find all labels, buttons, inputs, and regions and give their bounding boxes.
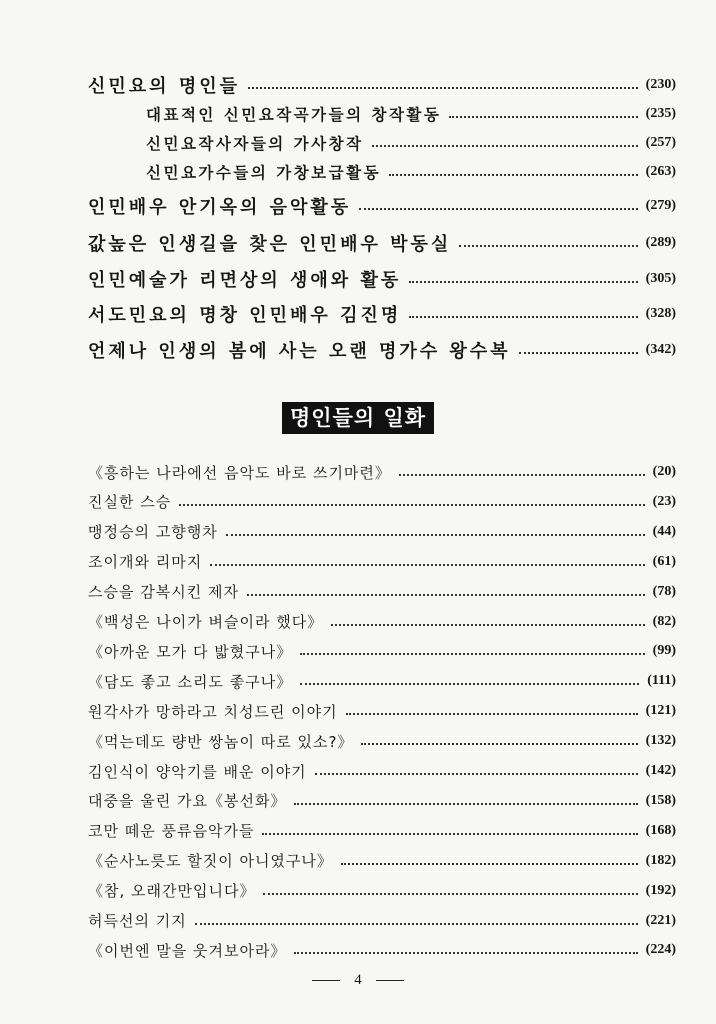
toc-entry	[0, 547, 716, 577]
toc-entry-title: 대중을 울린 가요《봉선화》	[88, 792, 287, 811]
toc-entry	[0, 264, 716, 294]
dot-leader	[300, 683, 639, 685]
toc-entry	[0, 876, 716, 906]
toc-entry-page: (61)	[652, 553, 676, 569]
toc-entry	[0, 335, 716, 365]
toc-entry-page: (142)	[645, 763, 676, 778]
dot-leader	[210, 564, 644, 566]
dot-leader	[315, 773, 638, 775]
footer-dash-right	[376, 980, 404, 981]
footer-dash-left	[312, 980, 340, 981]
dot-leader	[361, 743, 637, 745]
toc-entry-title: 언제나 인생의 봄에 사는 오랜 명가수 왕수복	[88, 341, 511, 362]
toc-entry	[0, 99, 716, 129]
toc-entry-title: 진실한 스승	[88, 493, 172, 512]
dot-leader	[294, 952, 637, 954]
toc-entry	[0, 636, 716, 666]
toc-entry-title: 《백성은 나이가 벼슬이라 했다》	[88, 613, 324, 631]
dot-leader	[195, 923, 638, 925]
toc-entry	[0, 517, 716, 547]
dot-leader	[372, 145, 638, 147]
dot-leader	[247, 594, 645, 596]
dot-leader	[409, 316, 637, 318]
toc-entry-title: 조이개와 리마지	[88, 553, 203, 572]
toc-entry-page: (158)	[645, 792, 676, 808]
toc-entry-page: (224)	[645, 942, 676, 958]
dot-leader	[300, 653, 644, 655]
dot-leader	[226, 534, 645, 536]
toc-entry	[0, 756, 716, 786]
toc-entry-page: (82)	[652, 613, 676, 629]
toc-entry-page: (289)	[645, 235, 676, 250]
toc-entry-page: (99)	[652, 643, 676, 659]
dot-leader	[399, 474, 645, 476]
toc-entry	[0, 70, 716, 100]
section-heading-label: 명인들의 일화	[282, 402, 434, 434]
toc-entry-title: 인민예술가 리면상의 생애와 활동	[88, 270, 402, 291]
dot-leader	[262, 833, 637, 835]
toc-entry-title: 김인식이 양악기를 배운 이야기	[88, 762, 307, 781]
dot-leader	[459, 245, 637, 247]
section-heading	[0, 402, 716, 434]
dot-leader	[359, 208, 637, 210]
toc-entry	[0, 228, 716, 258]
dot-leader	[346, 713, 638, 715]
dot-leader	[263, 893, 637, 895]
toc-entry-title: 《아까운 모가 다 밟혔구나》	[88, 642, 293, 661]
toc-entry-page: (168)	[645, 822, 676, 838]
toc-entry	[0, 191, 716, 221]
toc-entry-title: 신민요가수들의 가창보급활동	[146, 164, 382, 182]
toc-entry-page: (192)	[645, 882, 676, 898]
toc-entry-title: 《담도 좋고 소리도 좋구나》	[88, 672, 293, 691]
dot-leader	[341, 863, 638, 865]
toc-entry	[0, 157, 716, 187]
toc-entry-page: (78)	[652, 583, 676, 599]
toc-entry-page: (342)	[645, 342, 676, 357]
toc-entry	[0, 577, 716, 607]
toc-entry	[0, 457, 716, 487]
toc-entry-page: (20)	[652, 464, 676, 479]
toc-entry	[0, 607, 716, 637]
dot-leader	[248, 87, 638, 89]
toc-entry-title: 《순사노릇도 할짓이 아니였구나》	[88, 852, 333, 871]
toc-entry-page: (279)	[645, 198, 676, 213]
dot-leader	[294, 803, 637, 805]
toc-entry	[0, 128, 716, 158]
toc-entry-page: (230)	[645, 77, 676, 92]
page-footer	[0, 968, 716, 992]
toc-entry-title: 맹정승의 고향행차	[88, 523, 218, 542]
toc-entry-page: (111)	[647, 673, 676, 689]
toc-entry	[0, 726, 716, 756]
toc-entry	[0, 696, 716, 726]
toc-entry	[0, 935, 716, 965]
page-number: 4	[354, 971, 362, 988]
toc-entry-page: (328)	[645, 306, 676, 321]
toc-entry-page: (305)	[645, 271, 676, 286]
toc-entry	[0, 299, 716, 329]
toc-entry-title: 대표적인 신민요작곡가들의 창작활동	[146, 106, 442, 124]
dot-leader	[331, 624, 644, 626]
toc-entry	[0, 816, 716, 846]
toc-entry-title: 신민요의 명인들	[88, 76, 240, 97]
toc-entry-title: 《흥하는 나라에선 음악도 바로 쓰기마련》	[88, 463, 391, 482]
toc-entry-page: (23)	[652, 493, 676, 509]
dot-leader	[179, 504, 644, 506]
toc-entry-page: (263)	[645, 164, 676, 179]
toc-entry	[0, 666, 716, 696]
toc-entry-title: 코만 떼운 풍류음악가들	[88, 822, 255, 841]
dot-leader	[449, 116, 637, 118]
toc-entry-page: (132)	[645, 733, 676, 749]
toc-entry-title: 신민요작사자들의 가사창작	[146, 135, 364, 153]
toc-entry-title: 값높은 인생길을 찾은 인민배우 박동실	[88, 234, 452, 255]
toc-entry-title: 스승을 감복시킨 제자	[88, 583, 239, 602]
toc-entry-title: 인민배우 안기옥의 음악활동	[88, 197, 352, 218]
toc-entry-title: 원각사가 망하라고 치성드린 이야기	[88, 702, 338, 721]
toc-entry	[0, 786, 716, 816]
toc-entry-page: (121)	[645, 703, 676, 719]
toc-entry	[0, 846, 716, 876]
toc-entry	[0, 906, 716, 936]
toc-entry	[0, 487, 716, 517]
toc-entry-title: 서도민요의 명창 인민배우 김진명	[88, 305, 402, 326]
dot-leader	[389, 174, 638, 176]
toc-entry-page: (257)	[645, 135, 676, 150]
toc-entry-page: (235)	[645, 106, 676, 121]
dot-leader	[519, 352, 638, 354]
toc-entry-title: 허득선의 기지	[88, 912, 187, 930]
toc-entry-page: (221)	[645, 912, 676, 928]
toc-entry-title: 《먹는데도 량반 쌍놈이 따로 있소?》	[88, 732, 354, 751]
dot-leader	[409, 281, 637, 283]
toc-entry-page: (182)	[645, 852, 676, 868]
toc-entry-title: 《참, 오래간만입니다》	[88, 882, 256, 901]
toc-entry-title: 《이번엔 말을 웃겨보아라》	[88, 941, 287, 960]
toc-entry-page: (44)	[652, 523, 676, 539]
